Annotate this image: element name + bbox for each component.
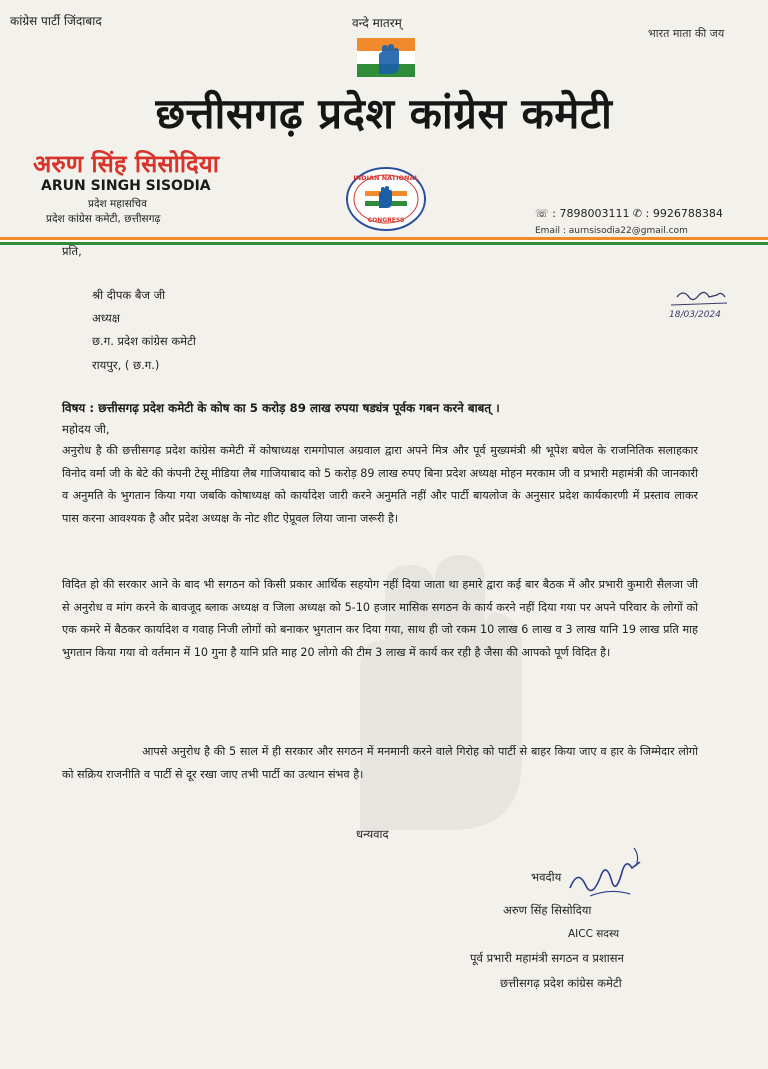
closing-text: भवदीय xyxy=(531,870,562,884)
signer-title-aicc: AICC सदस्य xyxy=(568,928,620,940)
slogan-center: वन्दे मातरम् xyxy=(352,16,402,30)
addressee-organization: छ.ग. प्रदेश कांग्रेस कमेटी xyxy=(92,334,196,348)
thanks-text: धन्यवाद xyxy=(356,827,389,841)
to-label: प्रति, xyxy=(62,244,82,258)
signer-title-committee: छत्तीसगढ़ प्रदेश कांग्रेस कमेटी xyxy=(500,976,622,990)
salutation: महोदय जी, xyxy=(62,422,110,436)
seal-text-bottom: CONGRESS xyxy=(367,217,405,224)
handwritten-signature xyxy=(560,838,650,908)
congress-hand-icon xyxy=(355,36,417,80)
addressee-title: अध्यक्ष xyxy=(92,311,121,325)
slogan-left: कांग्रेस पार्टी जिंदाबाद xyxy=(10,14,102,28)
paragraph-2: विदित हो की सरकार आने के बाद भी सगठन को किसी प्रकार आर्थिक सहयोग नहीं दिया जाता था हमारे द्वारा कई बार बैठक में और प्रभारी कुमारी सैलजा जी से अनुरोध व मांग करने के बावजूद ब्लाक अध्यक्ष व जिला अध्यक्ष को 5-10 हजार मासिक सगठन के कार्य करने नहीं दिया गया पर अपने परिवार के लोगों को एक कमरे में बैठकर कार्यादेश व गवाह निजी लोगों को बनाकर भुगतान कर दिया गया, साथ ही जो रकम 10 लाख 6 लाख व 3 लाख यानि 19 लाख प्रति माह भुगतान किया गया वो वर्तमान में 10 गुना है यानि प्रति माह 20 लोगो की टीम 3 लाख में कार्य कर रही है जैसा की आपको पूर्ण विदित है। xyxy=(62,578,698,659)
signer-name: अरुण सिंह सिसोदिया xyxy=(503,903,592,917)
paragraph-3: आपसे अनुरोध है की 5 साल में ही सरकार और सगठन में मनमानी करने वाले गिरोह को पार्टी से बाहर किया जाए व हार के जिम्मेदार लोगो को सक्रिय राजनीति व पार्टी से दूर रखा जाए तभी पार्टी का उत्थान संभव है। xyxy=(62,745,698,781)
subject-line: विषय : छत्तीसगढ़ प्रदेश कमेटी के कोष का 5 करोड़ 89 लाख रुपया षड्यंत्र पूर्वक गबन करने बाबत् । xyxy=(62,401,500,415)
signer-title-former: पूर्व प्रभारी महामंत्री सगठन व प्रशासन xyxy=(470,951,624,965)
header-band-green xyxy=(0,242,768,245)
sender-name-english: ARUN SINGH SISODIA xyxy=(41,178,211,194)
addressee-city: रायपुर, ( छ.ग.) xyxy=(92,358,160,372)
sender-organization: प्रदेश कांग्रेस कमेटी, छत्तीसगढ़ xyxy=(46,213,161,225)
organization-title: छत्तीसगढ़ प्रदेश कांग्रेस कमेटी xyxy=(155,89,613,138)
inc-seal-logo xyxy=(345,166,427,232)
date-text: 18/03/2024 xyxy=(669,310,721,320)
date-signature-mark xyxy=(663,285,733,327)
sender-designation: प्रदेश महासचिव xyxy=(88,198,147,210)
contact-phones: ☏ : 7898003111 ✆ : 9926788384 xyxy=(535,207,723,220)
contact-email: Email : aurnsisodia22@gmail.com xyxy=(535,226,688,236)
addressee-name: श्री दीपक बैज जी xyxy=(92,288,166,302)
sender-name-hindi: अरुण सिंह सिसोदिया xyxy=(33,150,219,178)
seal-text-top: INDIAN NATIONAL xyxy=(353,174,419,182)
paragraph-1: अनुरोध है की छत्तीसगढ़ प्रदेश कांग्रेस कमेटी में कोषाध्यक्ष रामगोपाल अग्रवाल द्वारा अपने मित्र और पूर्व मुख्यमंत्री श्री भूपेश बघेल के राजनितिक सलाहकार विनोद वर्मा जी के बेटे की कंपनी टेसू मीडिया लैब गाजियाबाद को 5 करोड़ 89 लाख रुपए बिना प्रदेश अध्यक्ष मोहन मरकाम जी व प्रभारी महामंत्री की जानकारी व अनुमति के भुगतान किया गया जबकि कोषाध्यक्ष को कार्यादेश जारी करने अनुमति नहीं और पार्टी बायलोज के अनुसार प्रदेश कार्यकारणी में प्रस्ताव लाकर पास करना आवश्यक है और प्रदेश अध्यक्ष के नोट शीट ऐप्रूवल लिया जाना जरूरी है। xyxy=(62,444,698,525)
congress-hand-watermark xyxy=(300,520,530,840)
slogan-right: भारत माता की जय xyxy=(648,27,725,40)
